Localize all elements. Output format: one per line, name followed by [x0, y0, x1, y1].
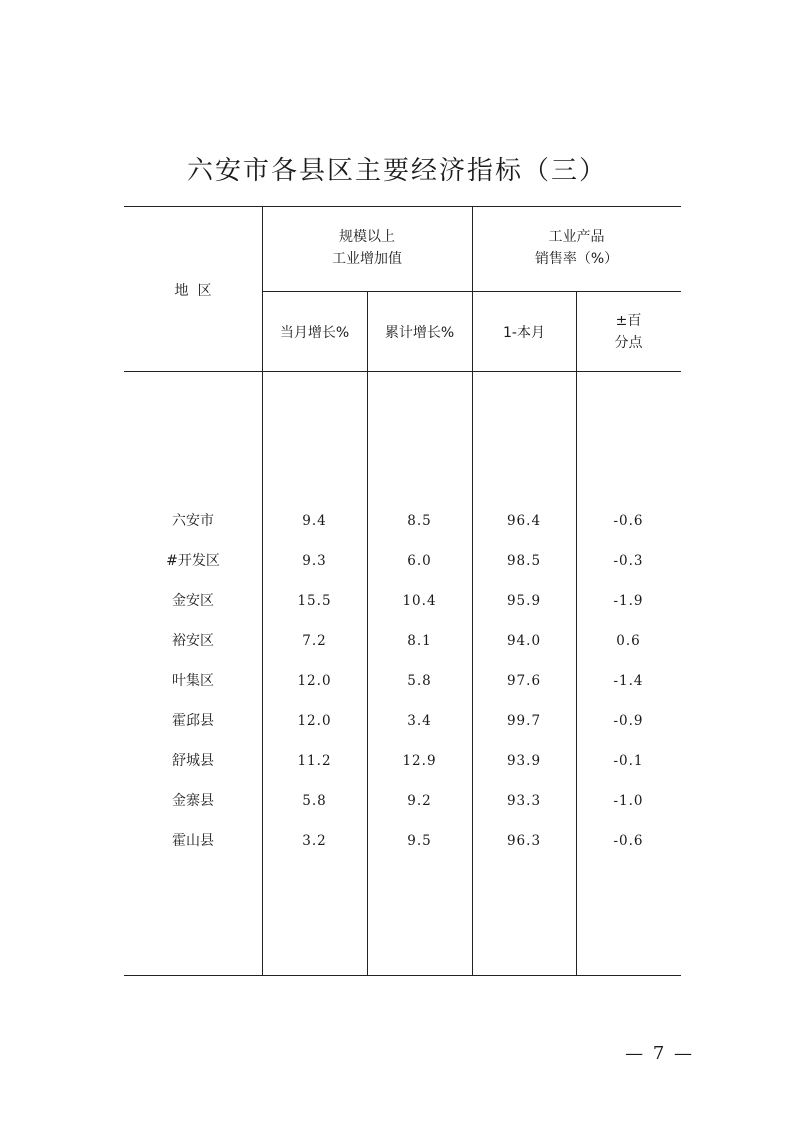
cumulative-growth-cell: 8.1: [407, 633, 432, 649]
percentage-point-cell: -1.9: [613, 593, 644, 609]
monthly-growth-cell: 9.3: [302, 553, 327, 569]
monthly-growth-cell: 12.0: [297, 673, 332, 689]
percentage-point-cell: -0.9: [613, 713, 644, 729]
monthly-growth-header: 当月增长%: [279, 325, 350, 341]
region-cell: 舒城县: [172, 753, 214, 769]
region-header: 地 区: [174, 283, 212, 299]
ytd-sales-rate-cell: 96.3: [506, 833, 542, 849]
sales-rate-header: 工业产品 销售率（%）: [534, 229, 619, 267]
monthly-growth-cell: 9.4: [302, 513, 327, 529]
ytd-sales-rate-cell: 97.6: [506, 673, 542, 689]
page-title: 六安市各县区主要经济指标（三）: [186, 156, 607, 186]
table-bottom-rule: [124, 975, 681, 976]
percentage-point-change-header: ±百 分点: [614, 313, 643, 351]
percentage-point-cell: -0.6: [613, 513, 644, 529]
monthly-growth-cell: 15.5: [297, 593, 332, 609]
percentage-point-cell: -0.6: [613, 833, 644, 849]
percentage-point-cell: -0.1: [613, 753, 644, 769]
header-bottom-rule: [124, 371, 681, 372]
region-cell: 金寨县: [172, 793, 214, 809]
ytd-sales-rate-cell: 98.5: [506, 553, 542, 569]
ytd-sales-rate-cell: 93.9: [506, 753, 542, 769]
percentage-point-cell: 0.6: [616, 633, 641, 649]
ytd-sales-rate-cell: 94.0: [506, 633, 542, 649]
region-cell: 六安市: [172, 513, 214, 529]
region-cell: #开发区: [166, 553, 220, 569]
monthly-growth-cell: 5.8: [302, 793, 327, 809]
ytd-sales-rate-cell: 96.4: [506, 513, 542, 529]
cumulative-growth-cell: 3.4: [407, 713, 432, 729]
monthly-growth-cell: 12.0: [297, 713, 332, 729]
page-number: — 7 —: [625, 1043, 694, 1064]
table-top-rule: [124, 206, 681, 207]
monthly-growth-cell: 7.2: [302, 633, 327, 649]
cumulative-growth-cell: 6.0: [407, 553, 432, 569]
cumulative-growth-cell: 9.2: [407, 793, 432, 809]
region-cell: 叶集区: [172, 673, 214, 689]
cumulative-growth-header: 累计增长%: [384, 325, 455, 341]
region-cell: 裕安区: [172, 633, 214, 649]
industrial-value-added-header: 规模以上 工业增加值: [332, 229, 402, 267]
ytd-sales-rate-cell: 93.3: [506, 793, 542, 809]
region-cell: 霍山县: [172, 833, 214, 849]
region-cell: 金安区: [172, 593, 214, 609]
cumulative-growth-cell: 8.5: [407, 513, 432, 529]
cumulative-growth-cell: 12.9: [402, 753, 437, 769]
percentage-point-cell: -0.3: [613, 553, 644, 569]
ytd-sales-rate-cell: 99.7: [506, 713, 542, 729]
region-cell: 霍邱县: [172, 713, 214, 729]
ytd-sales-rate-cell: 95.9: [506, 593, 542, 609]
monthly-growth-cell: 11.2: [297, 753, 332, 769]
ytd-sales-rate-header: 1-本月: [503, 325, 545, 341]
monthly-growth-cell: 3.2: [302, 833, 327, 849]
percentage-point-cell: -1.4: [613, 673, 644, 689]
cumulative-growth-cell: 10.4: [402, 593, 437, 609]
percentage-point-cell: -1.0: [613, 793, 644, 809]
cumulative-growth-cell: 5.8: [407, 673, 432, 689]
cumulative-growth-cell: 9.5: [407, 833, 432, 849]
